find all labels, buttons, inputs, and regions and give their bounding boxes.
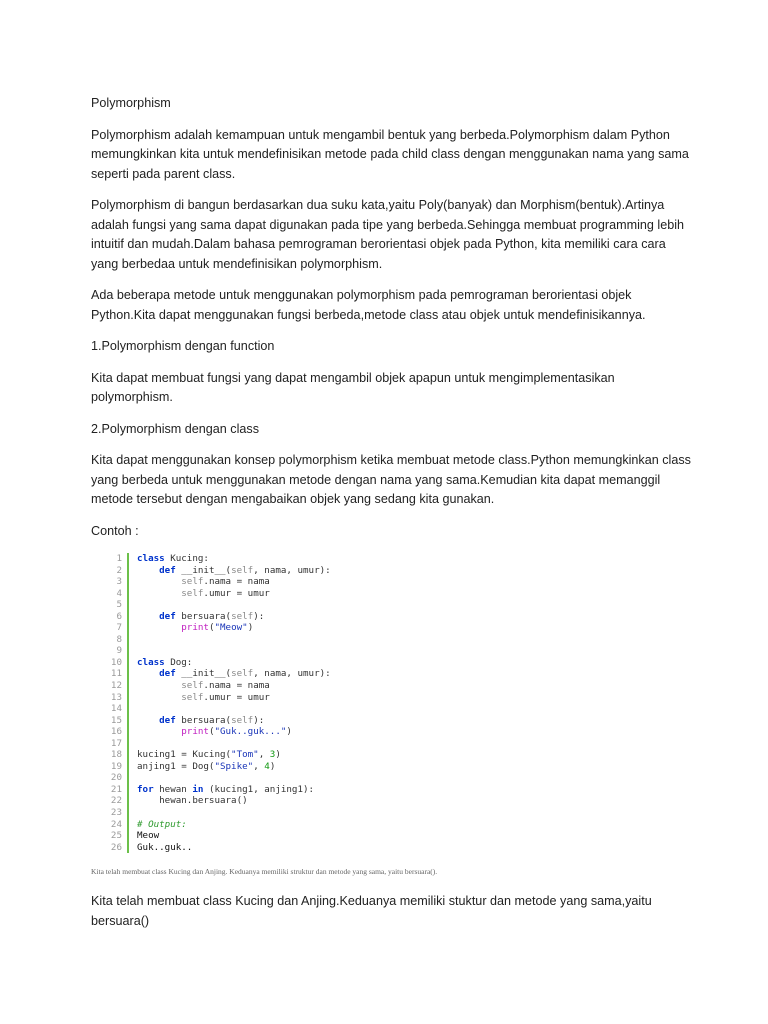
gutter-bar	[127, 715, 129, 727]
code-line	[100, 611, 691, 623]
code-text: print("Guk..guk...")	[181, 726, 292, 738]
line-number: 15	[110, 714, 122, 726]
line-number: 17	[110, 737, 122, 749]
code-text: Guk..guk..	[137, 841, 193, 853]
code-text: def __init__(self, nama, umur):	[159, 564, 331, 576]
code-line	[100, 565, 691, 577]
example-label: Contoh :	[91, 523, 139, 538]
line-number: 9	[116, 645, 122, 657]
code-line	[100, 553, 691, 565]
line-number: 22	[110, 795, 122, 807]
gutter-bar	[127, 726, 129, 738]
code-line	[100, 680, 691, 692]
code-line	[100, 622, 691, 634]
code-line	[100, 819, 691, 831]
code-text: self.nama = nama	[181, 576, 270, 588]
line-number: 11	[110, 668, 122, 680]
code-line	[100, 703, 691, 715]
gutter-bar	[127, 680, 129, 692]
code-line	[100, 749, 691, 761]
line-number: 8	[116, 633, 122, 645]
line-number: 13	[110, 691, 122, 703]
paragraph-function: Kita dapat membuat fungsi yang dapat mengambil objek apapun untuk mengimplementasikan polymorphism.	[91, 370, 615, 404]
code-text: hewan.bersuara()	[137, 795, 248, 807]
code-text: anjing1 = Dog("Spike", 4)	[137, 760, 276, 772]
gutter-bar	[127, 761, 129, 773]
document-body	[91, 94, 691, 943]
gutter-bar	[127, 749, 129, 761]
code-line	[100, 807, 691, 819]
code-text: kucing1 = Kucing("Tom", 3)	[137, 749, 281, 761]
code-text: class Kucing:	[137, 553, 209, 564]
gutter-bar	[127, 553, 129, 565]
code-line	[100, 842, 691, 854]
gutter-bar	[127, 634, 129, 646]
gutter-bar	[127, 830, 129, 842]
code-text: def __init__(self, nama, umur):	[159, 668, 331, 680]
code-line	[100, 599, 691, 611]
gutter-bar	[127, 611, 129, 623]
line-number: 5	[116, 599, 122, 611]
line-number: 18	[110, 749, 122, 761]
line-number: 19	[110, 760, 122, 772]
line-number: 12	[110, 680, 122, 692]
paragraph-definition: Polymorphism adalah kemampuan untuk mengambil bentuk yang berbeda.Polymorphism dalam Python memungkinkan kita untuk mendefinisikan metode pada child class dengan menggunakan nama yang sama seperti pada parent class.	[91, 127, 689, 181]
line-number: 6	[116, 610, 122, 622]
line-number: 3	[116, 576, 122, 588]
line-number: 26	[110, 841, 122, 853]
code-line	[100, 784, 691, 796]
line-number: 14	[110, 703, 122, 715]
closing-paragraph: Kita telah membuat class Kucing dan Anjing.Keduanya memiliki stuktur dan metode yang sama,yaitu bersuara()	[91, 894, 652, 928]
code-caption: Kita telah membuat class Kucing dan Anjing. Keduanya memiliki struktur dan metode yang sama, yaitu bersuara().	[91, 867, 438, 877]
code-line	[100, 715, 691, 727]
gutter-bar	[127, 692, 129, 704]
code-text: def bersuara(self):	[159, 610, 265, 622]
gutter-bar	[127, 795, 129, 807]
code-text: self.umur = umur	[181, 691, 270, 703]
code-line	[100, 761, 691, 773]
gutter-bar	[127, 703, 129, 715]
code-line	[100, 588, 691, 600]
code-line	[100, 692, 691, 704]
paragraph-class: Kita dapat menggunakan konsep polymorphism ketika membuat metode class.Python memungkinkan class yang berbeda untuk menggunakan metode dengan nama yang sama.Kemudian kita dapat memanggil metode tersebut dengan mengabaikan objek yang sedang kita gunakan.	[91, 453, 691, 506]
heading-class: 2.Polymorphism dengan class	[91, 421, 259, 436]
code-block	[100, 553, 691, 853]
gutter-bar	[127, 668, 129, 680]
gutter-bar	[127, 784, 129, 796]
code-line	[100, 738, 691, 750]
gutter-bar	[127, 576, 129, 588]
line-number: 10	[110, 656, 122, 668]
line-number: 7	[116, 622, 122, 634]
paragraph-methods: Ada beberapa metode untuk menggunakan polymorphism pada pemrograman berorientasi objek Python.Kita dapat menggunakan fungsi berbeda,metode class atau objek untuk mendefinisikannya.	[91, 288, 646, 322]
line-number: 16	[110, 726, 122, 738]
line-number: 1	[116, 553, 122, 564]
gutter-bar	[127, 738, 129, 750]
line-number: 20	[110, 772, 122, 784]
line-number: 4	[116, 587, 122, 599]
gutter-bar	[127, 622, 129, 634]
line-number: 21	[110, 783, 122, 795]
gutter-bar	[127, 565, 129, 577]
code-line	[100, 634, 691, 646]
gutter-bar	[127, 599, 129, 611]
code-text: self.nama = nama	[181, 680, 270, 692]
code-text: def bersuara(self):	[159, 714, 265, 726]
code-line	[100, 772, 691, 784]
code-line	[100, 576, 691, 588]
line-number: 23	[110, 807, 122, 819]
paragraph-etymology: Polymorphism di bangun berdasarkan dua suku kata,yaitu Poly(banyak) dan Morphism(bentuk).Artinya adalah fungsi yang sama dapat digunakan pada tipe yang berbeda.Sehingga membuat programming lebih intuitif dan mudah.Dalam bahasa pemrograman berorientasi objek pada Python, kita memiliki cara cara yang berbedaa untuk mendefinisikan polymorphism.	[91, 198, 685, 271]
gutter-bar	[127, 819, 129, 831]
code-line	[100, 668, 691, 680]
code-line	[100, 645, 691, 657]
code-line	[100, 726, 691, 738]
code-text: # Output:	[137, 818, 187, 830]
line-number: 24	[110, 818, 122, 830]
gutter-bar	[127, 772, 129, 784]
code-line	[100, 795, 691, 807]
code-text: class Dog:	[137, 656, 193, 668]
gutter-bar	[127, 645, 129, 657]
page-title: Polymorphism	[91, 96, 171, 110]
line-number: 2	[116, 564, 122, 576]
code-text: Meow	[137, 830, 160, 842]
code-text: self.umur = umur	[181, 587, 270, 599]
code-text: print("Meow")	[181, 622, 254, 634]
gutter-bar	[127, 842, 129, 854]
gutter-bar	[127, 588, 129, 600]
code-line	[100, 830, 691, 842]
gutter-bar	[127, 807, 129, 819]
gutter-bar	[127, 657, 129, 669]
line-number: 25	[110, 830, 122, 842]
code-line	[100, 657, 691, 669]
heading-function: 1.Polymorphism dengan function	[91, 339, 275, 353]
code-text: for hewan in (kucing1, anjing1):	[137, 783, 315, 795]
